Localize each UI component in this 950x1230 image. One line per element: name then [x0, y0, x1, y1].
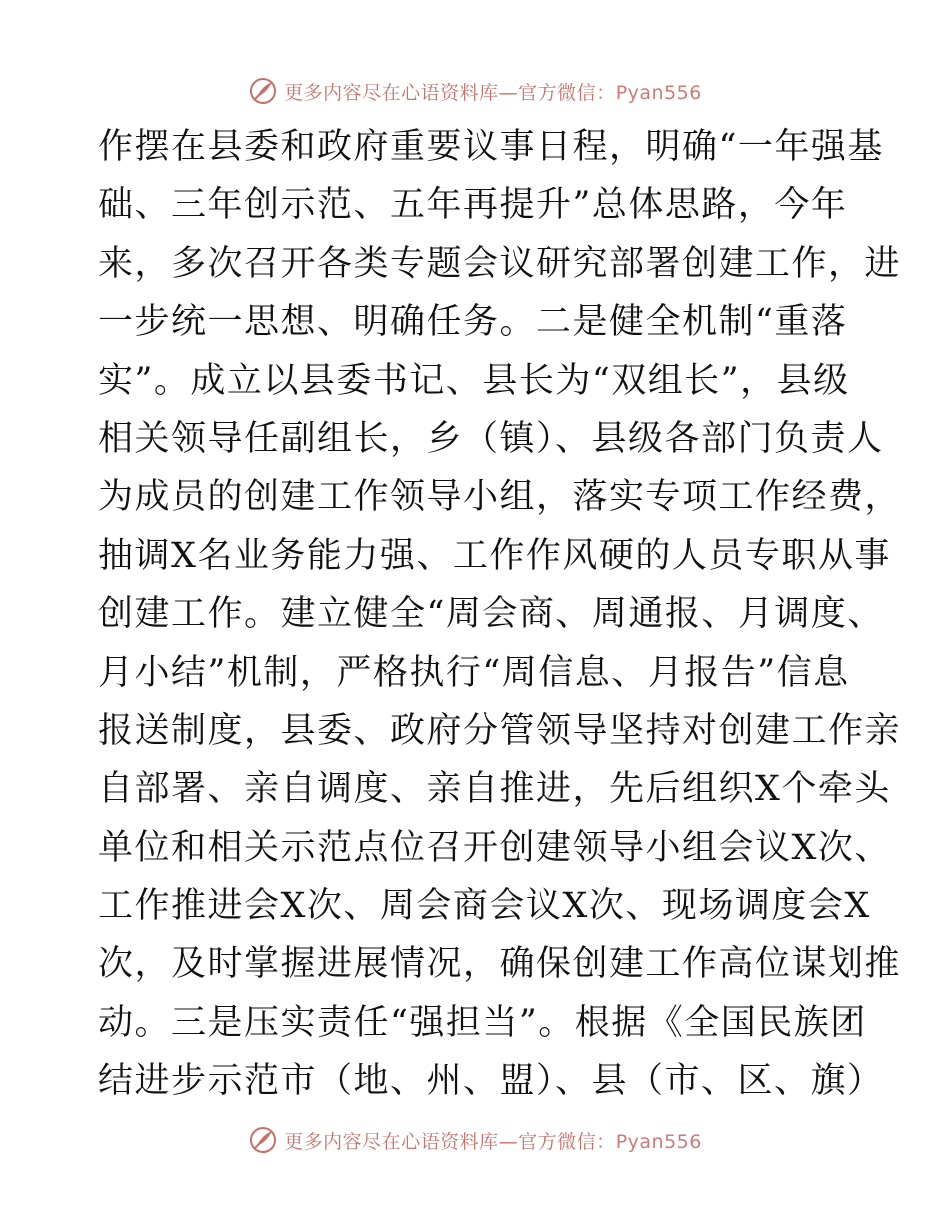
text-line: 相关领导任副组长，乡（镇）、县级各部门负责人 [98, 418, 884, 459]
text-line: 次，及时掌握进展情况，确保创建工作高位谋划推 [98, 944, 902, 985]
watermark-separator: — [498, 81, 519, 104]
text-line: 抽调X名业务能力强、工作作风硬的人员专职从事 [98, 535, 891, 576]
feather-pen-logo-icon [248, 76, 278, 106]
text-line: 为成员的创建工作领导小组，落实专项工作经费， [98, 477, 902, 518]
watermark-wechat-label: 官方微信： [518, 1130, 616, 1153]
document-paragraph [98, 118, 902, 1111]
text-line: 来，多次召开各类专题会议研究部署创建工作，进 [98, 243, 902, 284]
watermark-wechat-handle: Pyan556 [615, 81, 702, 104]
text-line: 单位和相关示范点位召开创建领导小组会议X次、 [98, 827, 891, 868]
text-line: 工作推进会X次、周会商会议X次、现场调度会X [98, 886, 871, 927]
feather-pen-logo-icon [248, 1125, 278, 1155]
text-line: 月小结”机制，严格执行“周信息、月报告”信息 [98, 652, 850, 693]
text-line: 创建工作。建立健全“周会商、周通报、月调度、 [98, 594, 884, 635]
watermark-main-text: 更多内容尽在心语资料库 [284, 1130, 499, 1153]
watermark-wechat-label: 官方微信： [518, 81, 616, 104]
text-line: 实”。成立以县委书记、县长为“双组长”，县级 [98, 360, 850, 401]
text-line: 一步统一思想、明确任务。二是健全机制“重落 [98, 302, 848, 343]
footer-watermark [0, 1123, 950, 1157]
watermark-separator: — [498, 1130, 519, 1153]
text-line: 作摆在县委和政府重要议事日程，明确“一年强基 [98, 127, 884, 167]
text-line: 础、三年创示范、五年再提升”总体思路，今年 [98, 185, 848, 226]
text-line: 报送制度，县委、政府分管领导坚持对创建工作亲 [98, 710, 902, 751]
text-line: 自部署、亲自调度、亲自推进，先后组织X个牵头 [98, 769, 891, 810]
text-line: 动。三是压实责任“强担当”。根据《全国民族团 [98, 1002, 867, 1043]
watermark-text [284, 1127, 702, 1154]
text-line: 结进步示范市（地、州、盟）、县（市、区、旗） [98, 1061, 884, 1102]
header-watermark [0, 74, 950, 108]
watermark-text [284, 78, 702, 105]
watermark-main-text: 更多内容尽在心语资料库 [284, 81, 499, 104]
watermark-wechat-handle: Pyan556 [615, 1130, 702, 1153]
